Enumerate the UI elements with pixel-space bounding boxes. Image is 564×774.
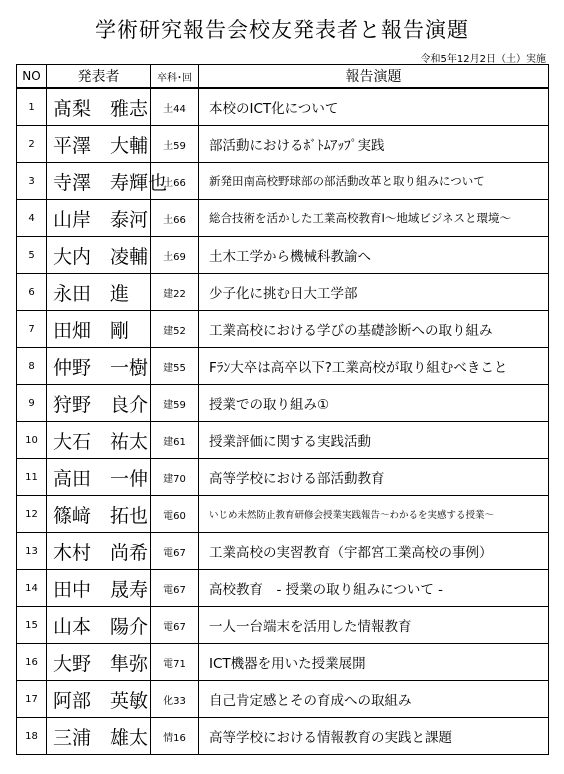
graduation-class: 建22 — [151, 274, 199, 311]
graduation-class: 土66 — [151, 200, 199, 237]
graduation-class: 情16 — [151, 718, 199, 755]
table-row — [17, 274, 549, 311]
presenter-name: 髙梨 雅志 — [47, 88, 151, 126]
report-title: いじめ未然防止教育研修会授業実践報告～わかるを実感する授業～ — [199, 496, 549, 533]
row-number: 12 — [17, 496, 47, 533]
table-row — [17, 533, 549, 570]
document-title: 学術研究報告会校友発表者と報告演題 — [95, 18, 469, 42]
graduation-class: 化33 — [151, 681, 199, 718]
presenter-name: 三浦 雄太 — [47, 718, 151, 755]
graduation-class: 建52 — [151, 311, 199, 348]
row-number: 2 — [17, 126, 47, 163]
table-row — [17, 422, 549, 459]
row-number: 10 — [17, 422, 47, 459]
presenter-table — [16, 64, 549, 755]
header-row — [17, 65, 549, 89]
graduation-class: 土59 — [151, 126, 199, 163]
presenter-name: 田畑 剛 — [47, 311, 151, 348]
presenter-name: 平澤 大輔 — [47, 126, 151, 163]
graduation-class: 電67 — [151, 570, 199, 607]
presenter-name: 大石 祐太 — [47, 422, 151, 459]
graduation-class: 電71 — [151, 644, 199, 681]
table-row — [17, 88, 549, 126]
report-title: 総合技術を活かした工業高校教育Ⅰ～地域ビジネスと環境～ — [199, 200, 549, 237]
table-row — [17, 570, 549, 607]
table-row — [17, 385, 549, 422]
report-title: 土木工学から機械科教諭へ — [199, 237, 549, 274]
report-title: 自己肯定感とその育成への取組み — [199, 681, 549, 718]
presenter-name: 阿部 英敏 — [47, 681, 151, 718]
report-title: 授業評価に関する実践活動 — [199, 422, 549, 459]
row-number: 16 — [17, 644, 47, 681]
presenter-name: 狩野 良介 — [47, 385, 151, 422]
report-title: 工業高校における学びの基礎診断への取り組み — [199, 311, 549, 348]
report-title: 高等学校における部活動教育 — [199, 459, 549, 496]
table-row — [17, 311, 549, 348]
table-row — [17, 459, 549, 496]
graduation-class: 電67 — [151, 533, 199, 570]
header-no: NO — [17, 65, 47, 89]
table-row — [17, 126, 549, 163]
presenter-name: 仲野 一樹 — [47, 348, 151, 385]
table-row — [17, 200, 549, 237]
report-title: 新発田南高校野球部の部活動改革と取り組みについて — [199, 163, 549, 200]
graduation-class: 建70 — [151, 459, 199, 496]
row-number: 5 — [17, 237, 47, 274]
row-number: 17 — [17, 681, 47, 718]
row-number: 6 — [17, 274, 47, 311]
graduation-class: 電67 — [151, 607, 199, 644]
graduation-class: 電60 — [151, 496, 199, 533]
report-title: ICT機器を用いた授業展開 — [199, 644, 549, 681]
graduation-class: 建55 — [151, 348, 199, 385]
presenter-name: 大野 隼弥 — [47, 644, 151, 681]
graduation-class: 建59 — [151, 385, 199, 422]
graduation-class: 土66 — [151, 163, 199, 200]
row-number: 14 — [17, 570, 47, 607]
report-title: Fﾗﾝ大卒は高卒以下?工業高校が取り組むべきこと — [199, 348, 549, 385]
header-class: 卒科･回 — [151, 65, 199, 89]
report-title: 部活動におけるﾎﾞﾄﾑｱｯﾌﾟ実践 — [199, 126, 549, 163]
graduation-class: 建61 — [151, 422, 199, 459]
presenter-name: 山本 陽介 — [47, 607, 151, 644]
row-number: 9 — [17, 385, 47, 422]
presenter-name: 大内 凌輔 — [47, 237, 151, 274]
report-title: 少子化に挑む日大工学部 — [199, 274, 549, 311]
row-number: 18 — [17, 718, 47, 755]
report-title: 高校教育 - 授業の取り組みについて - — [199, 570, 549, 607]
table-row — [17, 681, 549, 718]
table-row — [17, 348, 549, 385]
table-row — [17, 163, 549, 200]
row-number: 7 — [17, 311, 47, 348]
row-number: 3 — [17, 163, 47, 200]
table-row — [17, 718, 549, 755]
table-row — [17, 237, 549, 274]
header-presenter: 発表者 — [47, 65, 151, 89]
report-title: 授業での取り組み① — [199, 385, 549, 422]
presenter-name: 田中 晟寿 — [47, 570, 151, 607]
row-number: 8 — [17, 348, 47, 385]
graduation-class: 土44 — [151, 88, 199, 126]
row-number: 1 — [17, 88, 47, 126]
presenter-name: 永田 進 — [47, 274, 151, 311]
table-row — [17, 644, 549, 681]
report-title: 高等学校における情報教育の実践と課題 — [199, 718, 549, 755]
row-number: 13 — [17, 533, 47, 570]
presenter-name: 高田 一伸 — [47, 459, 151, 496]
presenter-name: 山岸 泰河 — [47, 200, 151, 237]
header-report-title: 報告演題 — [199, 65, 549, 89]
report-title: 本校のICT化について — [199, 88, 549, 126]
graduation-class: 土69 — [151, 237, 199, 274]
presenter-name: 寺澤 寿輝也 — [47, 163, 151, 200]
row-number: 11 — [17, 459, 47, 496]
row-number: 4 — [17, 200, 47, 237]
event-date: 令和5年12月2日（土）実施 — [420, 54, 546, 65]
report-title: 工業高校の実習教育（宇都宮工業高校の事例） — [199, 533, 549, 570]
table-row — [17, 607, 549, 644]
presenter-name: 木村 尚希 — [47, 533, 151, 570]
row-number: 15 — [17, 607, 47, 644]
presenter-name: 篠﨑 拓也 — [47, 496, 151, 533]
table-row — [17, 496, 549, 533]
report-title: 一人一台端末を活用した情報教育 — [199, 607, 549, 644]
